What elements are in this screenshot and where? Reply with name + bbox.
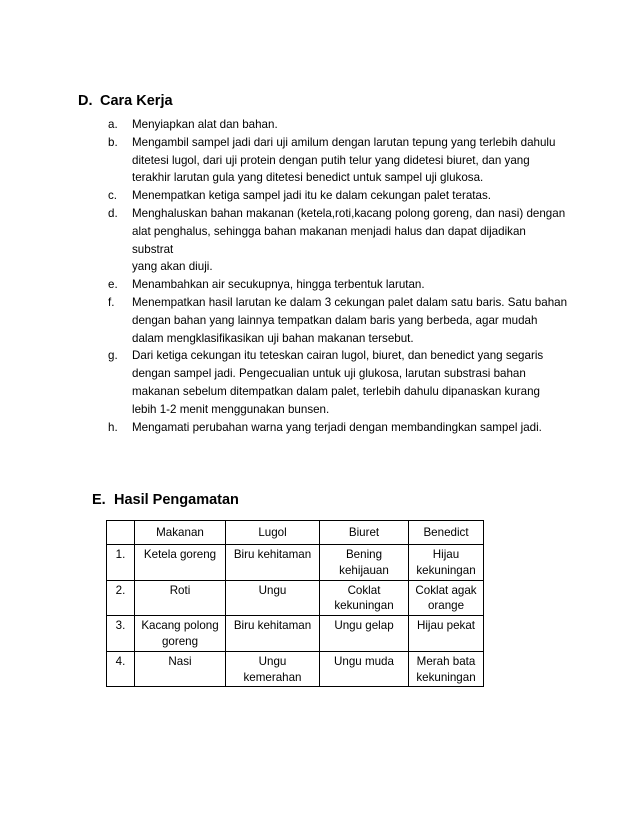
procedure-step (108, 187, 568, 205)
cell-line: Hijau (432, 548, 460, 561)
table-row (107, 545, 484, 581)
cell-line: Ungu gelap (334, 619, 394, 633)
step-label: g. (108, 349, 118, 363)
step-text-line: Menambahkan air secukupnya, hingga terbentuk larutan. (132, 278, 425, 292)
table-header-cell: Benedict (409, 521, 484, 545)
cell-benedict (409, 651, 484, 687)
cell-line: Ungu (258, 583, 287, 597)
procedure-step (108, 205, 568, 276)
step-text-line: dalam mengklasifikasikan uji bahan makanan tersebut. (132, 331, 414, 345)
cell-makanan (135, 545, 226, 581)
step-text-line: Menghaluskan bahan makanan (ketela,roti,kacang polong goreng, dan nasi) dengan (132, 206, 566, 220)
section-e-title: Hasil Pengamatan (114, 492, 239, 508)
table-header-cell (107, 521, 135, 545)
step-label: b. (108, 135, 118, 149)
cell-line: kekuningan (334, 599, 394, 613)
step-label: a. (108, 118, 118, 131)
table-row (107, 651, 484, 687)
procedure-list (108, 116, 568, 436)
step-label: h. (108, 420, 118, 434)
row-number: 3. (107, 616, 135, 652)
table-header-cell: Biuret (320, 521, 409, 545)
cell-line: goreng (161, 634, 199, 648)
procedure-step (108, 116, 568, 134)
step-label: c. (108, 189, 118, 203)
step-text-line: Menempatkan hasil larutan ke dalam 3 cekungan palet dalam satu baris. Satu bahan (132, 295, 568, 309)
procedure-step (108, 134, 568, 187)
cell-line: Biru kehitaman (233, 548, 312, 561)
cell-line: kehijauan (339, 563, 389, 577)
step-text-line: alat penghalus, sehingga bahan makanan menjadi halus dan dapat dijadikan substrat (132, 224, 526, 256)
step-text-line: Menempatkan ketiga sampel jadi itu ke dalam cekungan palet teratas. (132, 189, 491, 203)
cell-makanan (135, 651, 226, 687)
cell-line: kekuningan (416, 670, 476, 684)
procedure-step (108, 276, 568, 294)
cell-line: kemerahan (243, 670, 302, 684)
cell-line: Ungu muda (334, 654, 394, 668)
cell-line: Nasi (168, 654, 192, 668)
row-number: 2. (107, 580, 135, 616)
cell-line: Ungu (258, 654, 287, 668)
cell-makanan (135, 616, 226, 652)
cell-benedict (409, 580, 484, 616)
cell-line: Merah bata (416, 654, 476, 668)
cell-biuret (320, 616, 409, 652)
table-row (107, 616, 484, 652)
cell-biuret (320, 651, 409, 687)
section-d-letter: D. (78, 93, 93, 109)
cell-line: Coklat (347, 583, 381, 597)
cell-makanan (135, 580, 226, 616)
step-label: f. (108, 295, 115, 309)
cell-line: Biru kehitaman (233, 619, 312, 633)
cell-biuret (320, 545, 409, 581)
cell-line: Roti (169, 583, 191, 597)
step-text-line: Mengamati perubahan warna yang terjadi dengan membandingkan sampel jadi. (132, 420, 542, 434)
table-header-cell: Makanan (135, 521, 226, 545)
procedure-step (108, 419, 568, 437)
cell-line: orange (427, 599, 465, 613)
step-text-line: lebih 1-2 menit menggunakan bunsen. (132, 402, 330, 416)
results-table (106, 520, 484, 687)
cell-line: Coklat agak (415, 583, 477, 597)
section-d-title: Cara Kerja (100, 93, 173, 109)
step-text-line: Menyiapkan alat dan bahan. (132, 118, 278, 131)
cell-line: Kacang polong (141, 619, 219, 633)
row-number: 4. (107, 651, 135, 687)
step-label: d. (108, 206, 118, 220)
step-text-line: yang akan diuji. (132, 260, 213, 274)
procedure-step (108, 347, 568, 418)
procedure-step (108, 294, 568, 347)
section-e-letter: E. (92, 492, 106, 508)
cell-benedict (409, 616, 484, 652)
section-e-heading (92, 492, 239, 508)
table-row (107, 580, 484, 616)
step-text-line: Dari ketiga cekungan itu teteskan cairan lugol, biuret, dan benedict yang segaris (132, 349, 544, 363)
cell-lugol (226, 616, 320, 652)
cell-lugol (226, 651, 320, 687)
step-text-line: makanan sebelum ditempatkan dalam palet, terlebih dahulu dipanaskan kurang (132, 384, 540, 398)
cell-line: Ketela goreng (143, 548, 217, 561)
step-label: e. (108, 278, 118, 292)
step-text-line: terakhir larutan gula yang ditetesi benedict untuk sampel uji glukosa. (132, 171, 484, 185)
row-number: 1. (107, 545, 135, 581)
cell-line: kekuningan (416, 563, 476, 577)
step-text-line: dengan bahan yang lainnya tempatkan dalam baris yang berbeda, agar mudah (132, 313, 538, 327)
step-text-line: dengan sampel jadi. Pengecualian untuk uji glukosa, larutan substrasi bahan (132, 367, 526, 381)
cell-line: Hijau pekat (416, 619, 475, 633)
section-d-heading (78, 93, 173, 109)
cell-benedict (409, 545, 484, 581)
cell-lugol (226, 580, 320, 616)
step-text-line: ditetesi lugol, dari uji protein dengan putih telur yang didetesi biuret, dan yang (132, 153, 530, 167)
cell-biuret (320, 580, 409, 616)
table-header-cell: Lugol (226, 521, 320, 545)
cell-lugol (226, 545, 320, 581)
table-header-row (107, 521, 484, 545)
cell-line: Bening (345, 548, 383, 561)
step-text-line: Mengambil sampel jadi dari uji amilum dengan larutan tepung yang terlebih dahulu (132, 135, 556, 149)
